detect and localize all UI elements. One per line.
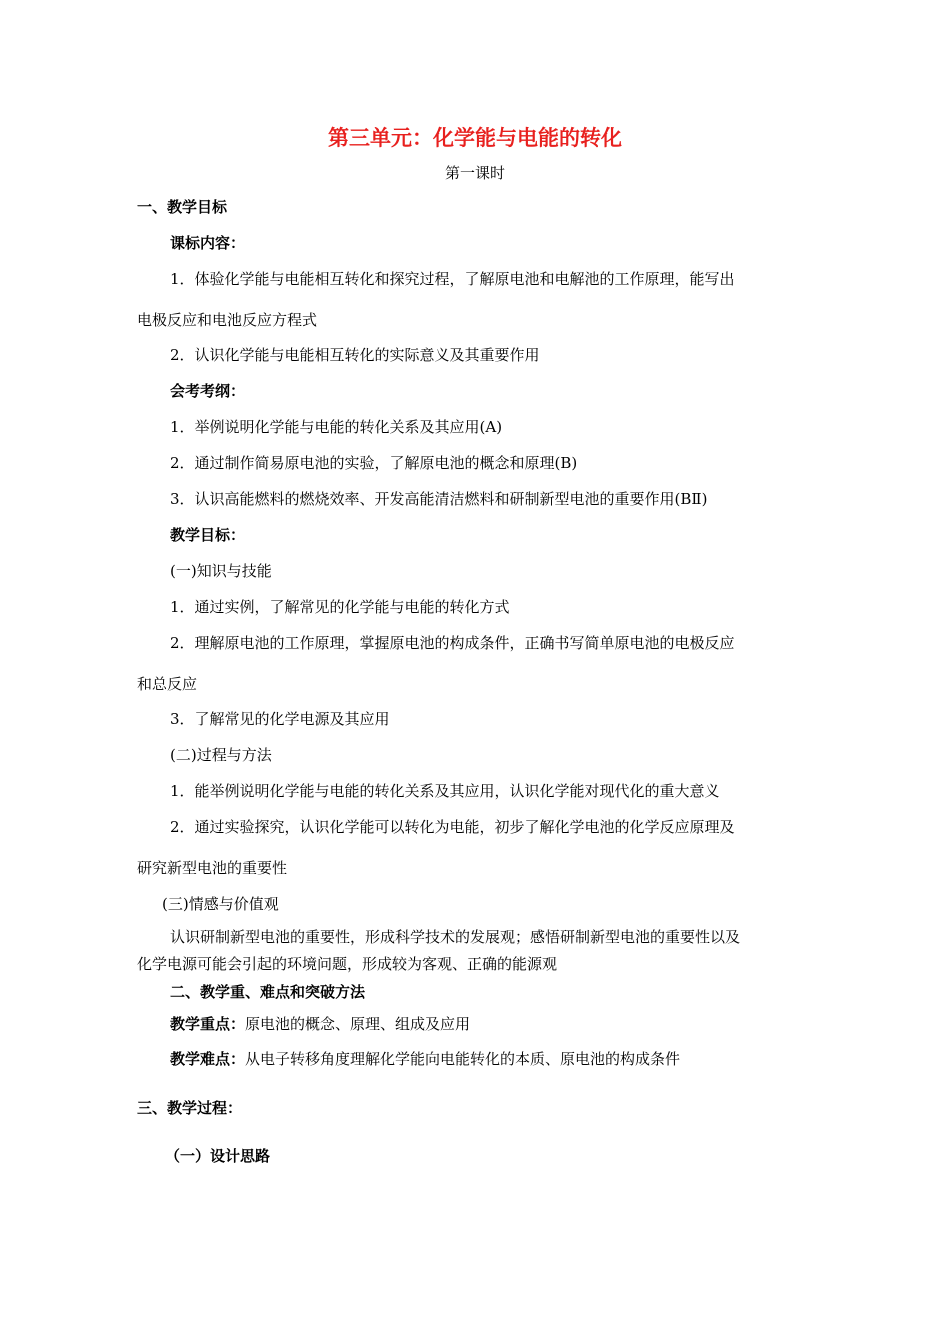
difficult-point-line [170,1049,680,1069]
key-point-label: 教学重点： [170,1015,246,1033]
subheading-curriculum: 课标内容： [170,234,246,252]
paragraph-line: 1．举例说明化学能与电能的转化关系及其应用(A) [170,418,503,436]
paragraph-line: 3．了解常见的化学电源及其应用 [170,710,390,728]
difficult-point-label: 教学难点： [170,1050,246,1068]
paragraph-line: 研究新型电池的重要性 [137,859,288,877]
paragraph-line: 和总反应 [137,675,198,693]
key-point-line [170,1014,470,1034]
document-title: 第三单元：化学能与电能的转化 [328,126,622,150]
paragraph-line: 1．能举例说明化学能与电能的转化关系及其应用，认识化学能对现代化的重大意义 [170,782,720,800]
section-heading-key-points: 二、教学重、难点和突破方法 [170,983,366,1001]
paragraph-line: 1．通过实例，了解常见的化学能与电能的转化方式 [170,598,510,616]
subsection-process: (二)过程与方法 [170,746,272,764]
subheading-exam-outline: 会考考纲： [170,382,246,400]
key-point-text: 原电池的概念、原理、组成及应用 [245,1015,471,1033]
paragraph-line: 3．认识高能燃料的燃烧效率、开发高能清洁燃料和研制新型电池的重要作用(BⅡ) [170,490,708,508]
paragraph-line: 电极反应和电池反应方程式 [137,311,318,329]
paragraph-line: 2．认识化学能与电能相互转化的实际意义及其重要作用 [170,346,540,364]
subheading-design-idea: （一）设计思路 [165,1147,271,1165]
subsection-values: (三)情感与价值观 [162,895,279,913]
section-heading-objectives: 一、教学目标 [137,198,228,216]
subsection-knowledge: (一)知识与技能 [170,562,272,580]
paragraph-line: 2．理解原电池的工作原理，掌握原电池的构成条件，正确书写简单原电池的电极反应 [170,634,735,652]
document-subtitle: 第一课时 [444,164,505,182]
paragraph-line: 2．通过实验探究，认识化学能可以转化为电能，初步了解化学电池的化学反应原理及 [170,818,735,836]
difficult-point-text: 从电子转移角度理解化学能向电能转化的本质、原电池的构成条件 [245,1050,681,1068]
section-heading-process: 三、教学过程： [137,1099,243,1117]
subheading-teaching-goals: 教学目标： [170,526,246,544]
paragraph-line: 2．通过制作简易原电池的实验，了解原电池的概念和原理(B) [170,454,578,472]
paragraph-line: 1．体验化学能与电能相互转化和探究过程，了解原电池和电解池的工作原理，能写出 [170,270,735,288]
paragraph-line: 认识研制新型电池的重要性，形成科学技术的发展观；感悟研制新型电池的重要性以及 [170,928,741,946]
paragraph-line: 化学电源可能会引起的环境问题，形成较为客观、正确的能源观 [137,955,558,973]
